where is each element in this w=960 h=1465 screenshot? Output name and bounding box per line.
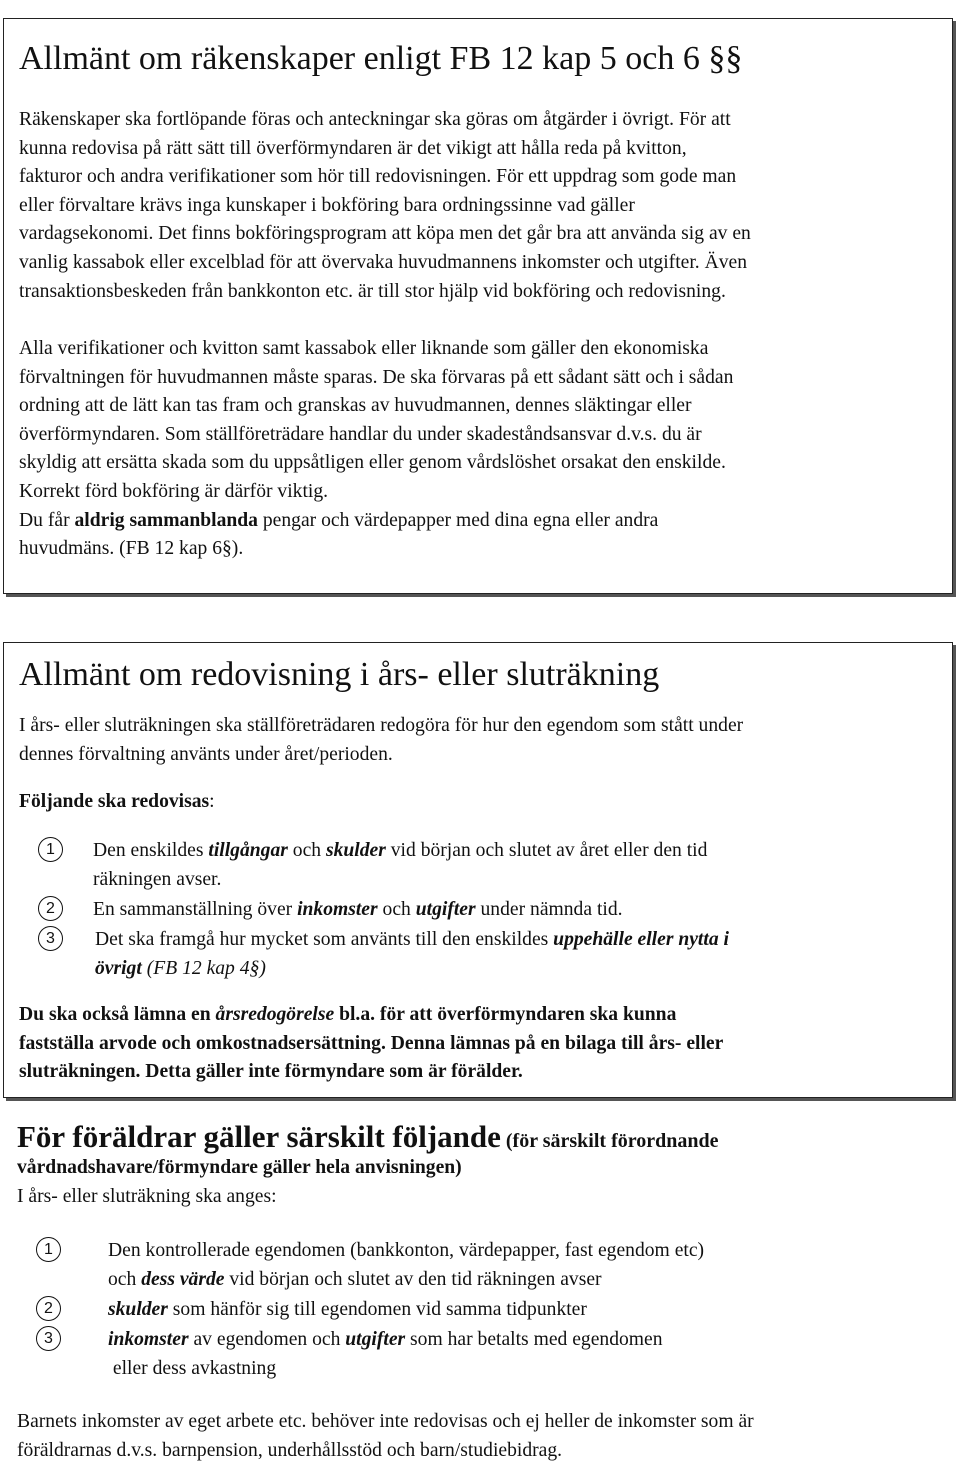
text-line: I års- eller sluträkningen ska ställföreträdaren redogöra för hur den egendom som stått under: [19, 715, 744, 736]
section-box-accounting: [3, 18, 953, 594]
list-item: 3 Det ska framgå hur mycket som använts till den enskildes uppehälle eller nytta i övrigt (FB 12 kap 4§): [38, 926, 918, 984]
text-line: fastställa arvode och omkostnadsersättning. Denna lämnas på en bilaga till års- eller: [19, 1032, 724, 1054]
text-line: vanlig kassabok eller excelblad för att övervaka huvudmannens inkomster och utgifter. Även: [19, 251, 748, 273]
section3-title-block: [17, 1119, 719, 1155]
list-item: 3 inkomster av egendomen och utgifter som har betalts med egendomen eller dess avkastning: [36, 1326, 936, 1384]
section3-title-note: (för särskilt förordnande: [500, 1130, 719, 1152]
section3-footer: [17, 1408, 754, 1465]
section1-paragraph2: [19, 335, 733, 564]
text-line: överförmyndaren. Som ställföreträdare handlar du under skadeståndsansvar d.v.s. du är: [19, 423, 702, 445]
section3-title: För föräldrar gäller särskilt följande: [17, 1119, 501, 1154]
text-line: föräldrarnas d.v.s. barnpension, underhållsstöd och barn/studiebidrag.: [17, 1439, 563, 1461]
number-circle-icon: 1: [38, 837, 63, 862]
emphasis-never-mix: aldrig sammanblanda: [74, 509, 258, 531]
text-line: ordning att de lätt kan tas fram och granskas av huvudmannen, dennes släktingar eller: [19, 395, 692, 417]
section3-intro: I års- eller sluträkning ska anges:: [17, 1186, 277, 1207]
term-annual-report: årsredogörelse: [215, 1004, 335, 1025]
text-line: kunna redovisa på rätt sätt till överförmyndaren är det vikigt att hålla reda på kvitton,: [19, 137, 687, 159]
number-circle-icon: 1: [36, 1237, 61, 1262]
number-circle-icon: 3: [36, 1326, 61, 1351]
list-item: 1 Den enskildes tillgångar och skulder vid början och slutet av året eller den tid räkningen avser.: [38, 837, 918, 895]
text-line: huvudmäns. (FB 12 kap 6§).: [19, 538, 244, 560]
text-line: Räkenskaper ska fortlöpande föras och anteckningar ska göras om åtgärder i övrigt. För att: [19, 109, 731, 130]
text-line: Barnets inkomster av eget arbete etc. behöver inte redovisas och ej heller de inkomster som är: [17, 1411, 754, 1432]
text-line: Alla verifikationer och kvitton samt kassabok eller liknande som gäller den ekonomiska: [19, 338, 709, 359]
section2-closing: Du ska också lämna en årsredogörelse bl.a. för att överförmyndaren ska kunna fastställa arvode och omkostnadsersättning. Denna lämnas på en bilaga till års- eller sluträkningen. Detta gäller inte förmyndare som är förälder.: [19, 1001, 723, 1087]
number-circle-icon: 3: [38, 926, 63, 951]
section2-intro: [19, 712, 743, 769]
number-circle-icon: 2: [36, 1296, 61, 1321]
text-line: Korrekt förd bokföring är därför viktig.: [19, 480, 329, 502]
text-line: dennes förvaltning använts under året/perioden.: [19, 743, 393, 765]
section-box-reporting: [3, 642, 953, 1098]
text-line: eller förvaltare krävs inga kunskaper i bokföring bara ordningssinne vad gäller: [19, 194, 635, 216]
list-item: 2 En sammanställning över inkomster och utgifter under nämnda tid.: [38, 896, 918, 925]
text-line: skyldig att ersätta skada som du uppsåtligen eller genom vårdslöshet orsakat den enskilde.: [19, 452, 726, 474]
text-line: vardagsekonomi. Det finns bokföringsprogram att köpa men det går bra att använda sig av en: [19, 223, 751, 245]
list-heading: Följande ska redovisas:: [19, 791, 215, 812]
text-line: sluträkningen. Detta gäller inte förmyndare som är förälder.: [19, 1061, 523, 1083]
text-line: fakturor och andra verifikationer som hör till redovisningen. För ett uppdrag som gode man: [19, 166, 737, 188]
section3-title-note-line2: vårdnadshavare/förmyndare gäller hela anvisningen): [17, 1157, 462, 1178]
number-circle-icon: 2: [38, 896, 63, 921]
list-item: 1 Den kontrollerade egendomen (bankkonton, värdepapper, fast egendom etc) och dess värde vid början och slutet av den tid räkningen avser: [36, 1237, 936, 1295]
section1-paragraph1: [19, 106, 751, 306]
paragraph3-line1: Du får aldrig sammanblanda pengar och värdepapper med dina egna eller andra: [19, 509, 659, 531]
section1-title: Allmänt om räkenskaper enligt FB 12 kap 5 och 6 §§: [19, 40, 743, 77]
text-line: transaktionsbeskeden från bankkonton etc. är till stor hjälp vid bokföring och redovisning.: [19, 280, 726, 302]
text-line: förvaltningen för huvudmannen måste sparas. De ska förvaras på ett sådant sätt och i sådan: [19, 366, 734, 388]
list-item: 2 skulder som hänför sig till egendomen vid samma tidpunkter: [36, 1296, 936, 1325]
section2-title: Allmänt om redovisning i års- eller sluträkning: [19, 656, 660, 693]
